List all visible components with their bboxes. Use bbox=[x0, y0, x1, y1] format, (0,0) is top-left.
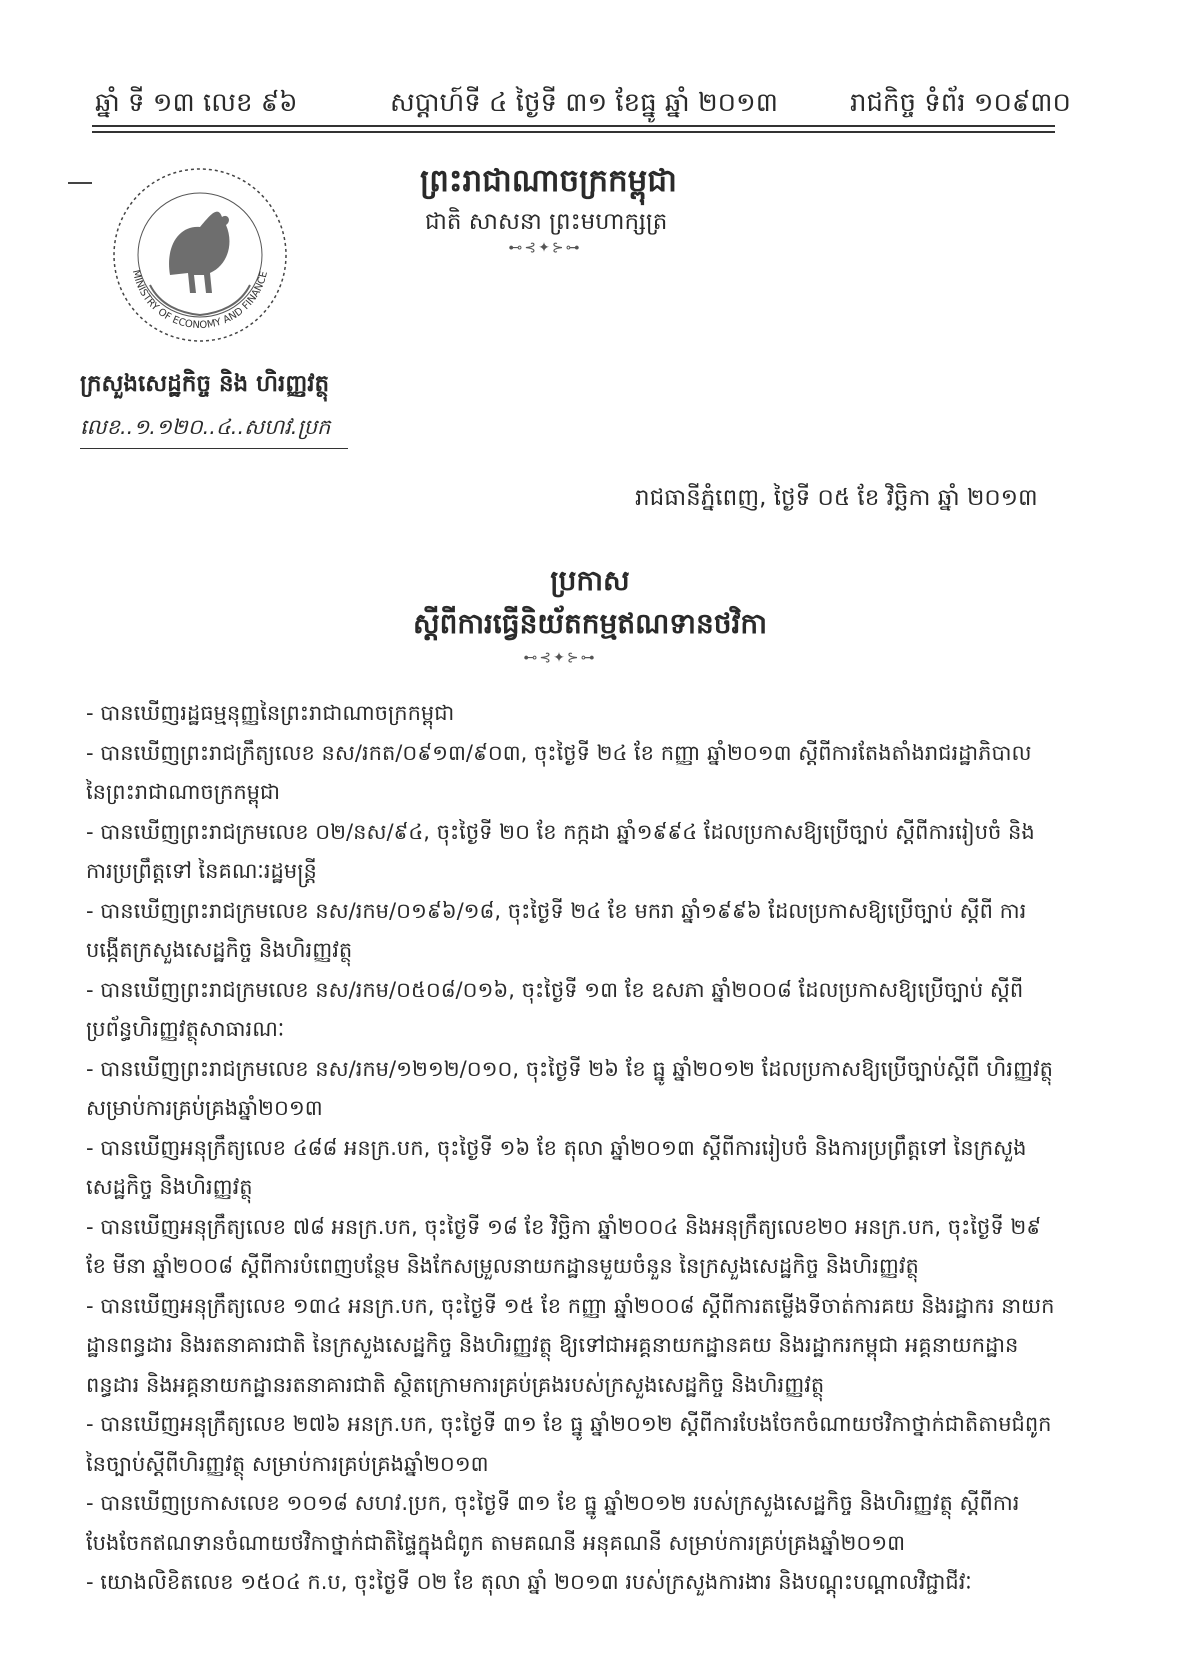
national-motto: ជាតិ សាសនា ព្រះមហាក្សត្រ bbox=[425, 209, 668, 235]
preamble-item: - បានឃើញប្រកាសលេខ ១០១៨ សហវ.ប្រក, ចុះថ្ងៃទី ៣១ ខែ ធ្នូ ឆ្នាំ២០១២ របស់ក្រសួងសេដ្ឋកិច្ច និងហិរញ្ញវត្ថុ ស្តីពីការ បែងចែកឥណទានចំណាយថវិកាថ្នាក់ជាតិផ្ទៃក្នុងជំពូក តាមគណនី អនុគណនី សម្រាប់ការគ្រប់គ្រងឆ្នាំ២០១៣ bbox=[86, 1491, 1020, 1555]
preamble-item: - យោងលិខិតលេខ ១៥០៤ ក.ប, ចុះថ្ងៃទី ០២ ខែ តុលា ឆ្នាំ ២០១៣ របស់ក្រសួងការងារ និងបណ្តុះបណ្តាលវិជ្ជាជីវៈ bbox=[86, 1570, 972, 1594]
preamble-item: - បានឃើញព្រះរាជក្រឹត្យលេខ នស/រកត/០៩១៣/៩០៣, ចុះថ្ងៃទី ២៤ ខែ កញ្ញា ឆ្នាំ២០១៣ ស្តីពីការតែងតាំងរាជរដ្ឋាភិបាល នៃព្រះរាជាណាចក្រកម្ពុជា bbox=[86, 740, 1032, 804]
ministry-name: ក្រសួងសេដ្ឋកិច្ច និង ហិរញ្ញវត្ថុ bbox=[80, 371, 330, 397]
preamble-item: - បានឃើញព្រះរាជក្រមលេខ នស/រកម/១២១២/០១០, ចុះថ្ងៃទី ២៦ ខែ ធ្នូ ឆ្នាំ២០១២ ដែលប្រកាសឱ្យប្រើច្បាប់ស្តីពី ហិរញ្ញវត្ថុសម្រាប់ការគ្រប់គ្រងឆ្នាំ២០១៣ bbox=[86, 1056, 1053, 1120]
preamble-item: - បានឃើញរដ្ឋធម្មនុញ្ញនៃព្រះរាជាណាចក្រកម្ពុជា bbox=[86, 701, 455, 725]
gazette-year-issue: ឆ្នាំ ទី ១៣ លេខ ៩៦ bbox=[95, 88, 298, 118]
gazette-page-number: រាជកិច្ច ទំព័រ ១០៩៣០ bbox=[850, 88, 1071, 118]
preamble-item: - បានឃើញព្រះរាជក្រមលេខ នស/រកម/០១៩៦/១៨, ចុះថ្ងៃទី ២៤ ខែ មករា ឆ្នាំ១៩៩៦ ដែលប្រកាសឱ្យប្រើច្បាប់ ស្តីពី ការបង្កើតក្រសួងសេដ្ឋកិច្ច និងហិរញ្ញវត្ថុ bbox=[86, 898, 1027, 962]
reference-underline bbox=[80, 448, 348, 449]
place-date-line: រាជធានីភ្នំពេញ, ថ្ងៃទី ០៥ ខែ វិច្ឆិកា ឆ្នាំ ២០១៣ bbox=[635, 485, 1038, 511]
preamble-item: - បានឃើញអនុក្រឹត្យលេខ ២៧៦ អនក្រ.បក, ចុះថ្ងៃទី ៣១ ខែ ធ្នូ ឆ្នាំ២០១២ ស្តីពីការបែងចែកចំណាយថវិកាថ្នាក់ជាតិតាមជំពូក នៃច្បាប់ស្តីពីហិរញ្ញវត្ថុ សម្រាប់ការគ្រប់គ្រងឆ្នាំ២០១៣ bbox=[86, 1412, 1052, 1476]
preamble-item: - បានឃើញអនុក្រឹត្យលេខ ៧៨ អនក្រ.បក, ចុះថ្ងៃទី ១៨ ខែ វិច្ឆិកា ឆ្នាំ២០០៤ និងអនុក្រឹត្យលេខ២០ អនក្រ.បក, ចុះថ្ងៃទី ២៩ ខែ មីនា ឆ្នាំ២០០៨ ស្តីពីការបំពេញបន្ថែម និងកែសម្រួលនាយកដ្ឋានមួយចំនួន នៃក្រសួងសេដ្ឋកិច្ច និងហិរញ្ញវត្ថុ bbox=[86, 1214, 1042, 1278]
reference-number: លេខ..១.១២០..៤..សហវ.ប្រក bbox=[80, 415, 331, 439]
document-title: ប្រកាស bbox=[550, 564, 630, 597]
ornament-divider-top: ⊷⊰✦⊱⊶ bbox=[508, 240, 582, 256]
header-rule-top bbox=[92, 125, 1055, 127]
margin-dash bbox=[68, 182, 92, 184]
ornament-divider-title: ⊷⊰✦⊱⊶ bbox=[523, 650, 597, 666]
gazette-week-date: សប្តាហ៍ទី ៤ ថ្ងៃទី ៣១ ខែធ្នូ ឆ្នាំ ២០១៣ bbox=[390, 88, 778, 118]
header-rule-bottom bbox=[92, 131, 1055, 133]
seal-text: MINISTRY OF ECONOMY AND FINANCE bbox=[129, 268, 270, 332]
preamble-list bbox=[86, 694, 1056, 1603]
preamble-item: - បានឃើញអនុក្រឹត្យលេខ ១៣៤ អនក្រ.បក, ចុះថ្ងៃទី ១៥ ខែ កញ្ញា ឆ្នាំ២០០៨ ស្តីពីការតម្លើងទីចាត់ការគយ និងរដ្ឋាករ នាយកដ្ឋានពន្ធដារ និងរតនាគារជាតិ នៃក្រសួងសេដ្ឋកិច្ច និងហិរញ្ញវត្ថុ ឱ្យទៅជាអគ្គនាយកដ្ឋានគយ និងរដ្ឋាករកម្ពុជា អគ្គនាយកដ្ឋានពន្ធដារ និងអគ្គនាយកដ្ឋានរតនាគារជាតិ ស្ថិតក្រោមការគ្រប់គ្រងរបស់ក្រសួងសេដ្ឋកិច្ច និងហិរញ្ញវត្ថុ bbox=[86, 1293, 1055, 1397]
kingdom-title: ព្រះរាជាណាចក្រកម្ពុជា bbox=[420, 163, 677, 199]
preamble-item: - បានឃើញអនុក្រឹត្យលេខ ៤៨៨ អនក្រ.បក, ចុះថ្ងៃទី ១៦ ខែ តុលា ឆ្នាំ២០១៣ ស្តីពីការរៀបចំ និងការប្រព្រឹត្តទៅ នៃក្រសួងសេដ្ឋកិច្ច និងហិរញ្ញវត្ថុ bbox=[86, 1135, 1027, 1199]
preamble-item: - បានឃើញព្រះរាជក្រមលេខ នស/រកម/០៥០៨/០១៦, ចុះថ្ងៃទី ១៣ ខែ ឧសភា ឆ្នាំ២០០៨ ដែលប្រកាសឱ្យប្រើច្បាប់ ស្តីពីប្រព័ន្ធហិរញ្ញវត្ថុសាធារណៈ bbox=[86, 977, 1024, 1041]
rooster-seal-icon bbox=[110, 165, 290, 345]
preamble-item: - បានឃើញព្រះរាជក្រមលេខ ០២/នស/៩៤, ចុះថ្ងៃទី ២០ ខែ កក្កដា ឆ្នាំ១៩៩៤ ដែលប្រកាសឱ្យប្រើច្បាប់ ស្តីពីការរៀបចំ និងការប្រព្រឹត្តទៅ នៃគណៈរដ្ឋមន្ត្រី bbox=[86, 819, 1035, 883]
document-subtitle: ស្តីពីការធ្វើនិយ័តកម្មឥណទានថវិកា bbox=[412, 607, 768, 640]
